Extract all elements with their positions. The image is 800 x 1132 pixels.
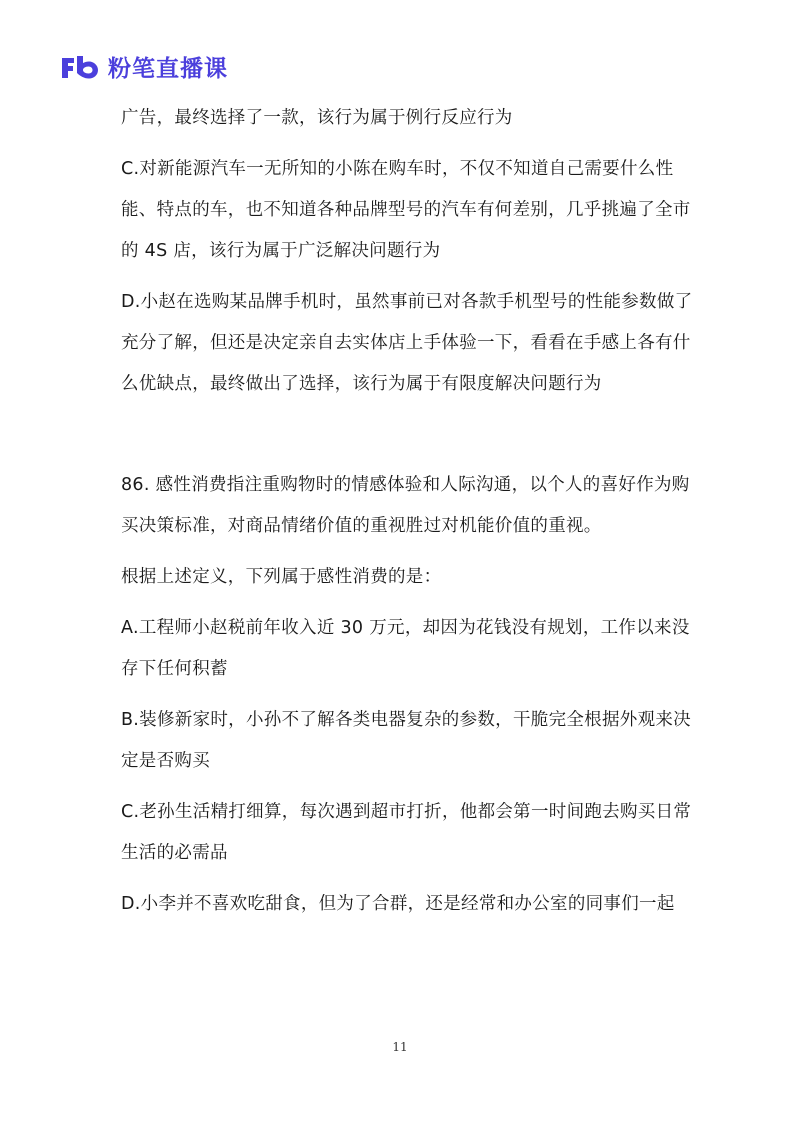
- option-d-previous: D.小赵在选购某品牌手机时，虽然事前已对各款手机型号的性能参数做了充分了解，但还是决定亲自去实体店上手体验一下，看看在手感上各有什么优缺点，最终做出了选择，该行为属于有限度解决问题行为: [121, 292, 693, 394]
- option-c-previous: C.对新能源汽车一无所知的小陈在购车时，不仅不知道自己需要什么性能、特点的车，也不知道各种品牌型号的汽车有何差别，几乎挑遍了全市的 4S 店，该行为属于广泛解决问题行为: [121, 159, 691, 261]
- fenbi-logo-icon: [60, 54, 100, 80]
- document-body: [121, 98, 696, 935]
- page-number: 11: [392, 1040, 408, 1054]
- question-86-prompt: 根据上述定义，下列属于感性消费的是：: [121, 567, 442, 587]
- option-d: D.小李并不喜欢吃甜食，但为了合群，还是经常和办公室的同事们一起: [121, 894, 675, 914]
- option-c: C.老孙生活精打细算，每次遇到超市打折，他都会第一时间跑去购买日常生活的必需品: [121, 802, 692, 863]
- brand-title: 粉笔直播课: [108, 56, 228, 82]
- paragraph-continuation: 广告，最终选择了一款，该行为属于例行反应行为: [121, 108, 513, 128]
- page-header: [60, 50, 228, 83]
- option-a: A.工程师小赵税前年收入近 30 万元，却因为花钱没有规划，工作以来没存下任何积蓄: [121, 618, 690, 679]
- question-86-definition: 86. 感性消费指注重购物时的情感体验和人际沟通，以个人的喜好作为购买决策标准，对商品情绪价值的重视胜过对机能价值的重视。: [121, 475, 690, 536]
- option-b: B.装修新家时，小孙不了解各类电器复杂的参数，干脆完全根据外观来决定是否购买: [121, 710, 691, 771]
